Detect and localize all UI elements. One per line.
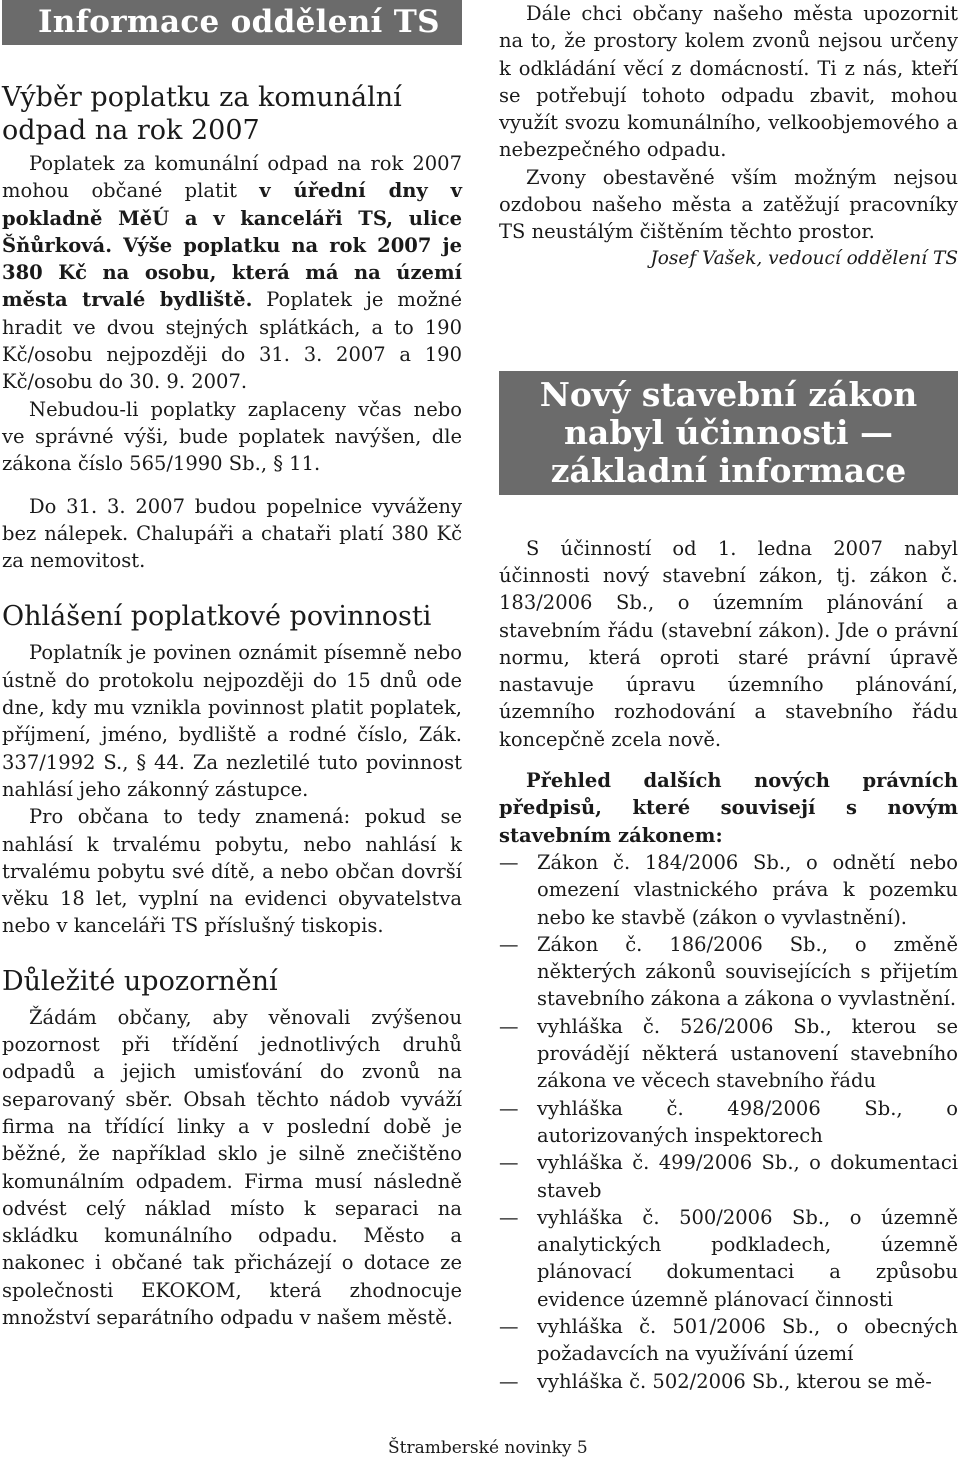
- list-heading: [499, 767, 958, 849]
- right-column: [499, 0, 958, 1395]
- paragraph: Poplatník je povinen oznámit písemně nebo ústně do protokolu nejpozději do 15 dnů ode dne, kdy mu vznikla povinnost platit poplatek, příjmení, jméno, bydliště a rodné číslo, Zák. 337/1992 S., § 44. Za nezletilé tuto povinnost nahlásí jeho zákonný zástupce.: [2, 641, 462, 801]
- list-item: — vyhláška č. 500/2006 Sb., o územně analytických podkladech, územně plánovací dokumentaci a způsobu evidence územně plánovací činnosti: [499, 1204, 958, 1313]
- paragraph: Pro občana to tedy znamená: pokud se nahlásí k trvalému pobytu, nebo nahlásí k trvalému pobytu své dítě, a nebo občan dovrší věku 18 let, vyplní na evidenci obyvatelstva nebo v kanceláři TS příslušný tiskopis.: [2, 805, 462, 938]
- article-banner: [499, 371, 958, 495]
- list-item: — Zákon č. 184/2006 Sb., o odnětí nebo omezení vlastnického práva k pozemku nebo ke stavbě (zákon o vyvlastnění).: [499, 849, 958, 931]
- text-run: Poplatek za komunální odpad na rok 2007 mohou občané platit: [2, 152, 462, 203]
- list-heading-text: Přehled dalších nových právních předpisů, které souvisejí s novým stavebním zákonem:: [499, 769, 958, 847]
- article-heading-fee: Výběr poplatku za komunální odpad na rok 2007: [2, 82, 402, 146]
- list-item: — Zákon č. 186/2006 Sb., o změně některých zákonů souvisejících s přijetím stavebního zákona a zákona o vyvlastnění.: [499, 931, 958, 1013]
- paragraph: Nebudou-li poplatky zaplaceny včas nebo ve správné výši, bude poplatek navýšen, dle zákona číslo 565/1990 Sb., § 11.: [2, 397, 462, 476]
- signature: Josef Vašek, vedoucí oddělení TS: [650, 247, 958, 269]
- paragraph: Žádám občany, aby věnovali zvýšenou pozornost při třídění jednotlivých druhů odpadů a jejich umisťování do zvonů na separovaný sběr. Obsah těchto nádob vyváží firma na třídící linky a v poslední době je běžné, že například sklo je silně znečištěno komunálním odpadem. Firma musí následně odvést celý náklad místo k separaci na skládku komunálního odpadu. Město a nakonec i občané tak přicházejí o dotace ze společnosti EKOKOM, která zhodnocuje množství separátního odpadu v našem městě.: [2, 1005, 462, 1329]
- text-run-bold: v úřední dny v pokladně MěÚ a v kanceláři TS, ulice Šňůrková. Výše poplatku na rok 2007 je 380 Kč na osobu, která má na území města trvalé bydliště.: [2, 179, 462, 312]
- banner-line: nabyl účinnosti —: [563, 412, 894, 452]
- section-banner: [2, 0, 462, 45]
- list-item: — vyhláška č. 499/2006 Sb., o dokumentaci staveb: [499, 1149, 958, 1204]
- paragraph: Do 31. 3. 2007 budou popelnice vyváženy bez nálepek. Chalupáři a chataři platí 380 Kč za nemovitost.: [2, 494, 462, 573]
- list-item: — vyhláška č. 526/2006 Sb., kterou se provádějí některá ustanovení stavebního zákona ve věcech stavebního řádu: [499, 1013, 958, 1095]
- list-item: — vyhláška č. 501/2006 Sb., o obecných požadavcích na využívání území: [499, 1313, 958, 1368]
- text-run: Poplatek je možné hradit ve dvou stejných splátkách, a to 190 Kč/osobu nejpozději do 31. 3. 2007 a 190 Kč/osobu do 30. 9. 2007.: [2, 288, 462, 394]
- paragraph: Dále chci občany našeho města upozornit na to, že prostory kolem zvonů nejsou určeny k odkládání věcí z domácností. Ti z nás, kteří se potřebují tohoto odpadu zbavit, mohou využít svozu komunálního, velkoobjemového a nebezpečného odpadu.: [499, 2, 958, 162]
- banner-line: základní informace: [550, 450, 907, 490]
- article-heading-notice: Důležité upozornění: [2, 965, 278, 997]
- section-title: Informace oddělení TS: [38, 4, 440, 40]
- law-list: [499, 849, 958, 1395]
- paragraph: S účinností od 1. ledna 2007 nabyl účinnosti nový stavební zákon, tj. zákon č. 183/2006 Sb., o územním plánování a stavebním řádu (stavební zákon). Jde o právní normu, která oproti staré právní úpravě nastavuje úpravu územního plánování, územního rozhodování a stavebního řádu koncepčně zcela nově.: [499, 536, 958, 751]
- paragraph: Zvony obestavěné vším možným nejsou ozdobou našeho města a zatěžují pracovníky TS neustálým čištěním těchto prostor.: [499, 165, 958, 244]
- left-column: [2, 0, 462, 1331]
- banner-line: Nový stavební zákon: [539, 374, 918, 414]
- article-heading-reporting: Ohlášení poplatkové povinnosti: [2, 601, 432, 633]
- list-item: — vyhláška č. 498/2006 Sb., o autorizovaných inspektorech: [499, 1095, 958, 1150]
- list-item: — vyhláška č. 502/2006 Sb., kterou se mě-: [499, 1368, 958, 1395]
- page-footer: Štramberské novinky 5: [388, 1438, 588, 1458]
- paragraph: [2, 150, 462, 396]
